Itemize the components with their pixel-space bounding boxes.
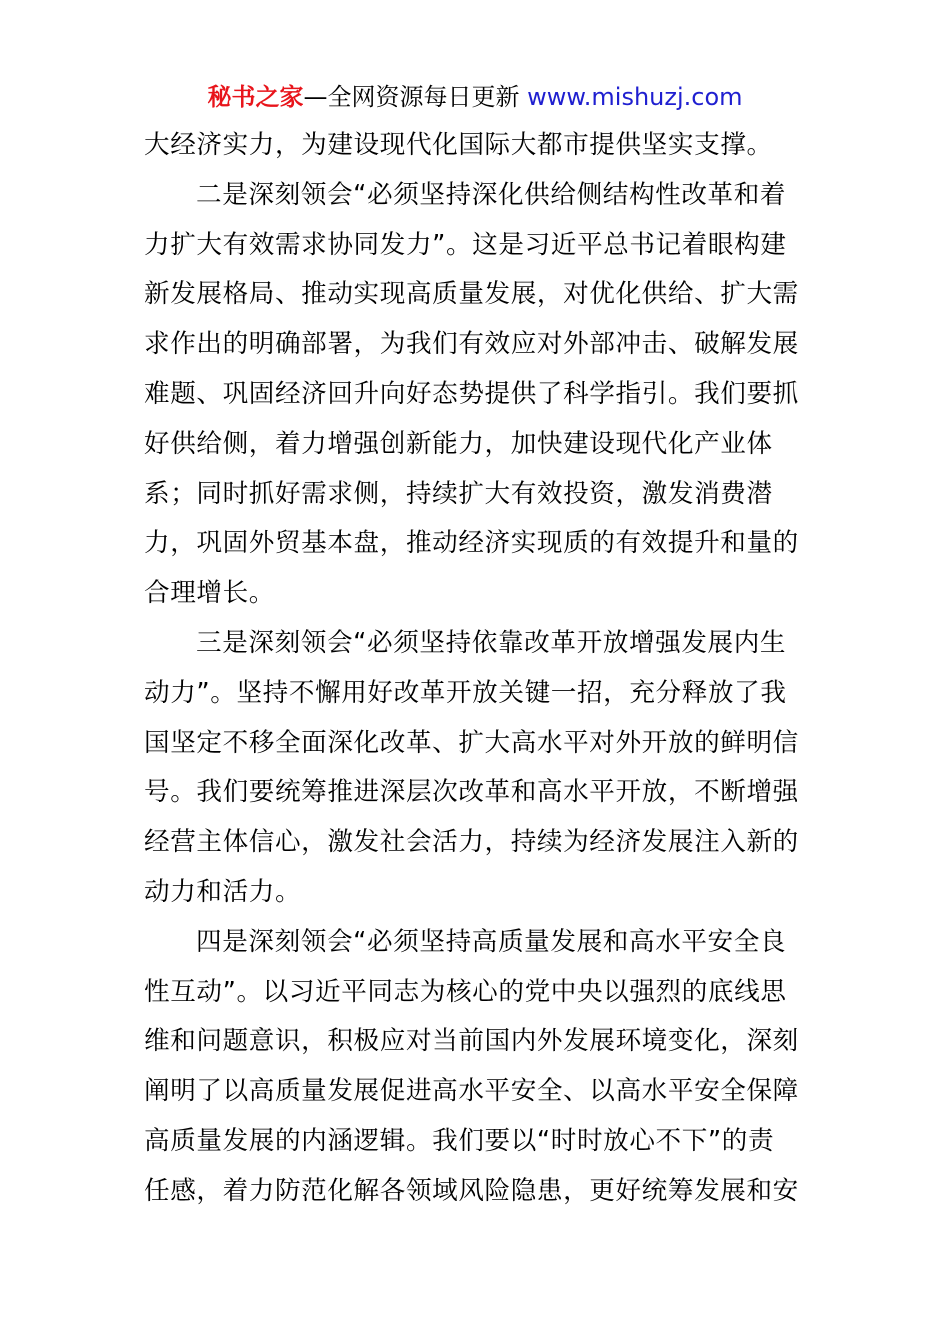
- text-line: 国坚定不移全面深化改革、扩大高水平对外开放的鲜明信: [144, 727, 799, 758]
- document-body: [144, 121, 809, 1217]
- text-line: 求作出的明确部署，为我们有效应对外部冲击、破解发展: [144, 329, 799, 360]
- paragraph-first-line: 二是深刻领会“必须坚持深化供给侧结构性改革和着: [196, 179, 787, 210]
- text-line: 高质量发展的内涵逻辑。我们要以“时时放心不下”的责: [144, 1125, 775, 1156]
- text-line: 动力”。坚持不懈用好改革开放关键一招，充分释放了我: [144, 677, 787, 708]
- text-line: 力，巩固外贸基本盘，推动经济实现质的有效提升和量的: [144, 528, 799, 559]
- text-line: 合理增长。: [144, 578, 275, 609]
- text-line: 性互动”。以习近平同志为核心的党中央以强烈的底线思: [144, 976, 787, 1007]
- text-line: 好供给侧，着力增强创新能力，加快建设现代化产业体: [144, 428, 773, 459]
- text-line: 阐明了以高质量发展促进高水平安全、以高水平安全保障: [144, 1076, 799, 1107]
- text-line: 难题、巩固经济回升向好态势提供了科学指引。我们要抓: [144, 378, 799, 409]
- page-header: [0, 80, 950, 114]
- text-line: 大经济实力，为建设现代化国际大都市提供坚实支撑。: [144, 130, 773, 160]
- header-brand: 秘书之家: [207, 83, 304, 111]
- header-tagline: —全网资源每日更新: [303, 83, 520, 111]
- text-line: 动力和活力。: [144, 876, 302, 907]
- text-line: 维和问题意识，积极应对当前国内外发展环境变化，深刻: [144, 1026, 799, 1057]
- paragraph-first-line: 四是深刻领会“必须坚持高质量发展和高水平安全良: [196, 926, 787, 957]
- text-line: 任感，着力防范化解各领域风险隐患，更好统筹发展和安: [144, 1175, 799, 1206]
- paragraph-first-line: 三是深刻领会“必须坚持依靠改革开放增强发展内生: [196, 627, 787, 658]
- header-url[interactable]: www.mishuzj.com: [527, 83, 743, 111]
- text-line: 经营主体信心，激发社会活力，持续为经济发展注入新的: [144, 827, 799, 858]
- text-line: 系；同时抓好需求侧，持续扩大有效投资，激发消费潜: [144, 478, 773, 509]
- text-line: 力扩大有效需求协同发力”。这是习近平总书记着眼构建: [144, 229, 787, 260]
- text-line: 新发展格局、推动实现高质量发展，对优化供给、扩大需: [144, 279, 799, 310]
- text-line: 号。我们要统筹推进深层次改革和高水平开放，不断增强: [144, 777, 799, 808]
